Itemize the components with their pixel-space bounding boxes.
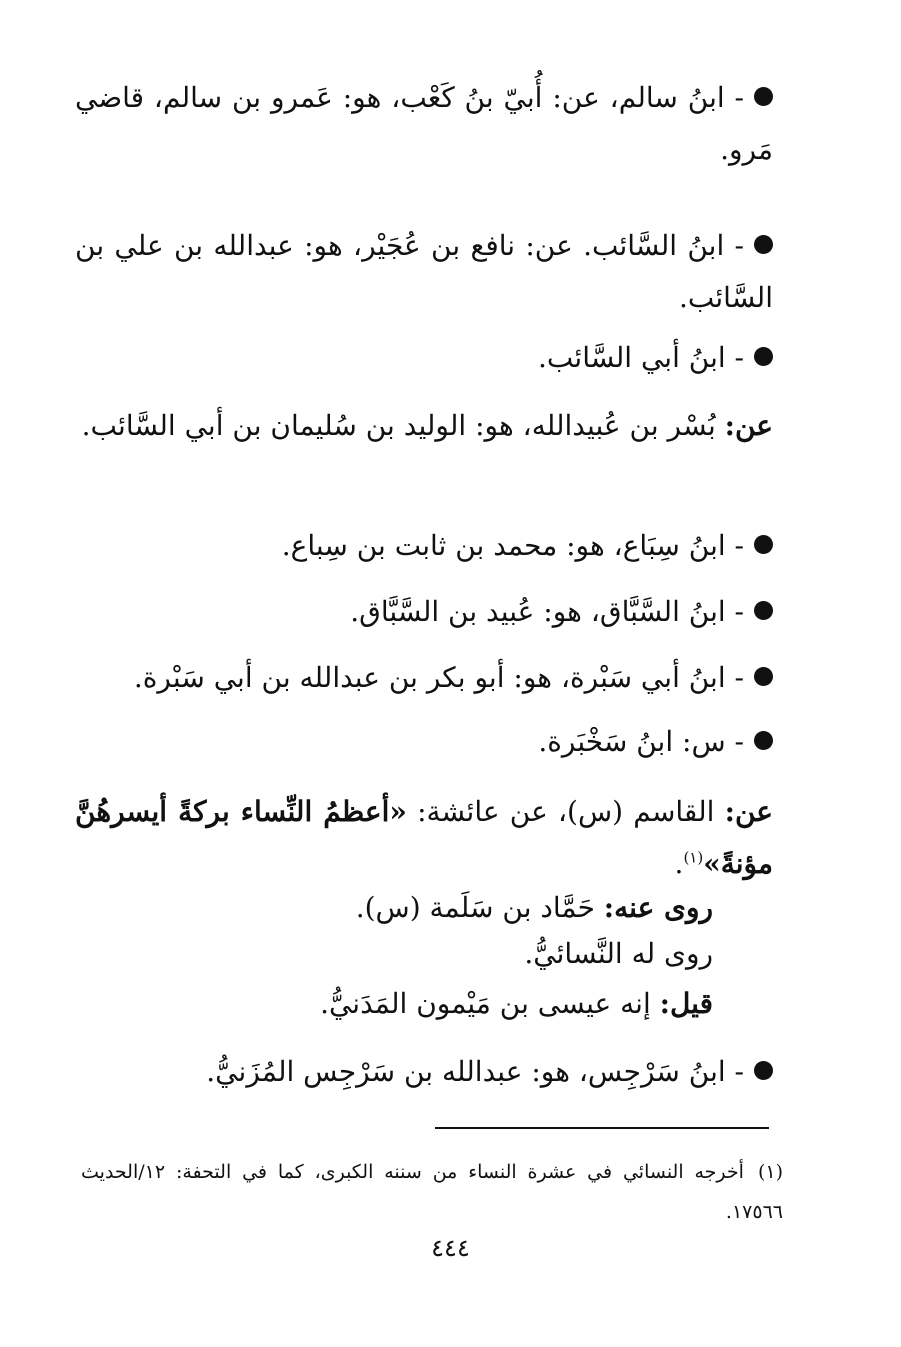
entry-text: بُسْر بن عُبيدالله، هو: الوليد بن سُليمان بن أبي السَّائب.	[81, 409, 725, 442]
entry-an-al-qasim	[75, 786, 773, 890]
entry-end: .	[674, 847, 684, 880]
entry-lead: عن:	[724, 795, 773, 828]
bullet-icon	[754, 731, 773, 750]
bullet-icon	[754, 347, 773, 366]
footnote-divider	[435, 1127, 769, 1129]
footnote	[81, 1152, 783, 1232]
bullet-icon	[754, 601, 773, 620]
entry-ibn-sibaa	[75, 520, 773, 572]
bullet-icon	[754, 535, 773, 554]
transmitted-by-line	[524, 928, 713, 980]
entry-text: - ابنُ السَّبَّاق، هو: عُبيد بن السَّبَّاق.	[350, 595, 744, 628]
bullet-icon	[754, 87, 773, 106]
entry-an-busr	[75, 400, 773, 452]
entry-ibn-abi-sabra	[75, 652, 773, 704]
entry-text: - ابنُ أبي السَّائب.	[538, 341, 744, 374]
sub-text: روى له النَّسائيُّ.	[524, 937, 713, 970]
said-line	[320, 978, 713, 1030]
entry-text: - ابنُ سَرْجِس، هو: عبدالله بن سَرْجِس المُزَنيُّ.	[206, 1055, 744, 1088]
entry-ibn-abi-al-saib	[75, 332, 773, 384]
hadith-quote: «أعظمُ النِّساء بركةً أيسرهُنَّ مؤنةً»	[75, 795, 773, 880]
entry-ibn-salim	[75, 72, 773, 176]
entry-text: - ابنُ السَّائب. عن: نافع بن عُجَيْر، هو: عبدالله بن علي بن السَّائب.	[75, 229, 773, 314]
entry-ibn-sakhbara	[75, 716, 773, 768]
footnote-text: أخرجه النسائي في عشرة النساء من سننه الكبرى، كما في التحفة: ١٢/الحديث ١٧٥٦٦.	[81, 1161, 783, 1223]
sub-lead: روى عنه:	[603, 891, 713, 924]
entry-text: - ابنُ سِبَاع، هو: محمد بن ثابت بن سِباع.	[281, 529, 744, 562]
bullet-icon	[754, 667, 773, 686]
entry-text: القاسم (س)، عن عائشة:	[406, 795, 725, 828]
bullet-icon	[754, 1061, 773, 1080]
sub-text: إنه عيسى بن مَيْمون المَدَنيُّ.	[320, 987, 660, 1020]
footnote-reference: (١)	[683, 848, 704, 867]
entry-ibn-al-saib	[75, 220, 773, 324]
entry-text: - س: ابنُ سَخْبَرة.	[538, 725, 744, 758]
entry-lead: عن:	[724, 409, 773, 442]
entry-text: - ابنُ أبي سَبْرة، هو: أبو بكر بن عبدالله بن أبي سَبْرة.	[133, 661, 744, 694]
footnote-number: (١)	[757, 1161, 783, 1183]
entry-ibn-al-sabbaq	[75, 586, 773, 638]
sub-text: حَمَّاد بن سَلَمة (س).	[355, 891, 604, 924]
narrators-line	[356, 882, 713, 934]
bullet-icon	[754, 235, 773, 254]
page-number: ٤٤٤	[431, 1234, 470, 1262]
entry-ibn-sarjis	[75, 1046, 773, 1098]
sub-lead: قيل:	[659, 987, 713, 1020]
entry-text: - ابنُ سالم، عن: أُبيّ بنُ كَعْب، هو: عَمرو بن سالم، قاضي مَرو.	[75, 81, 773, 166]
